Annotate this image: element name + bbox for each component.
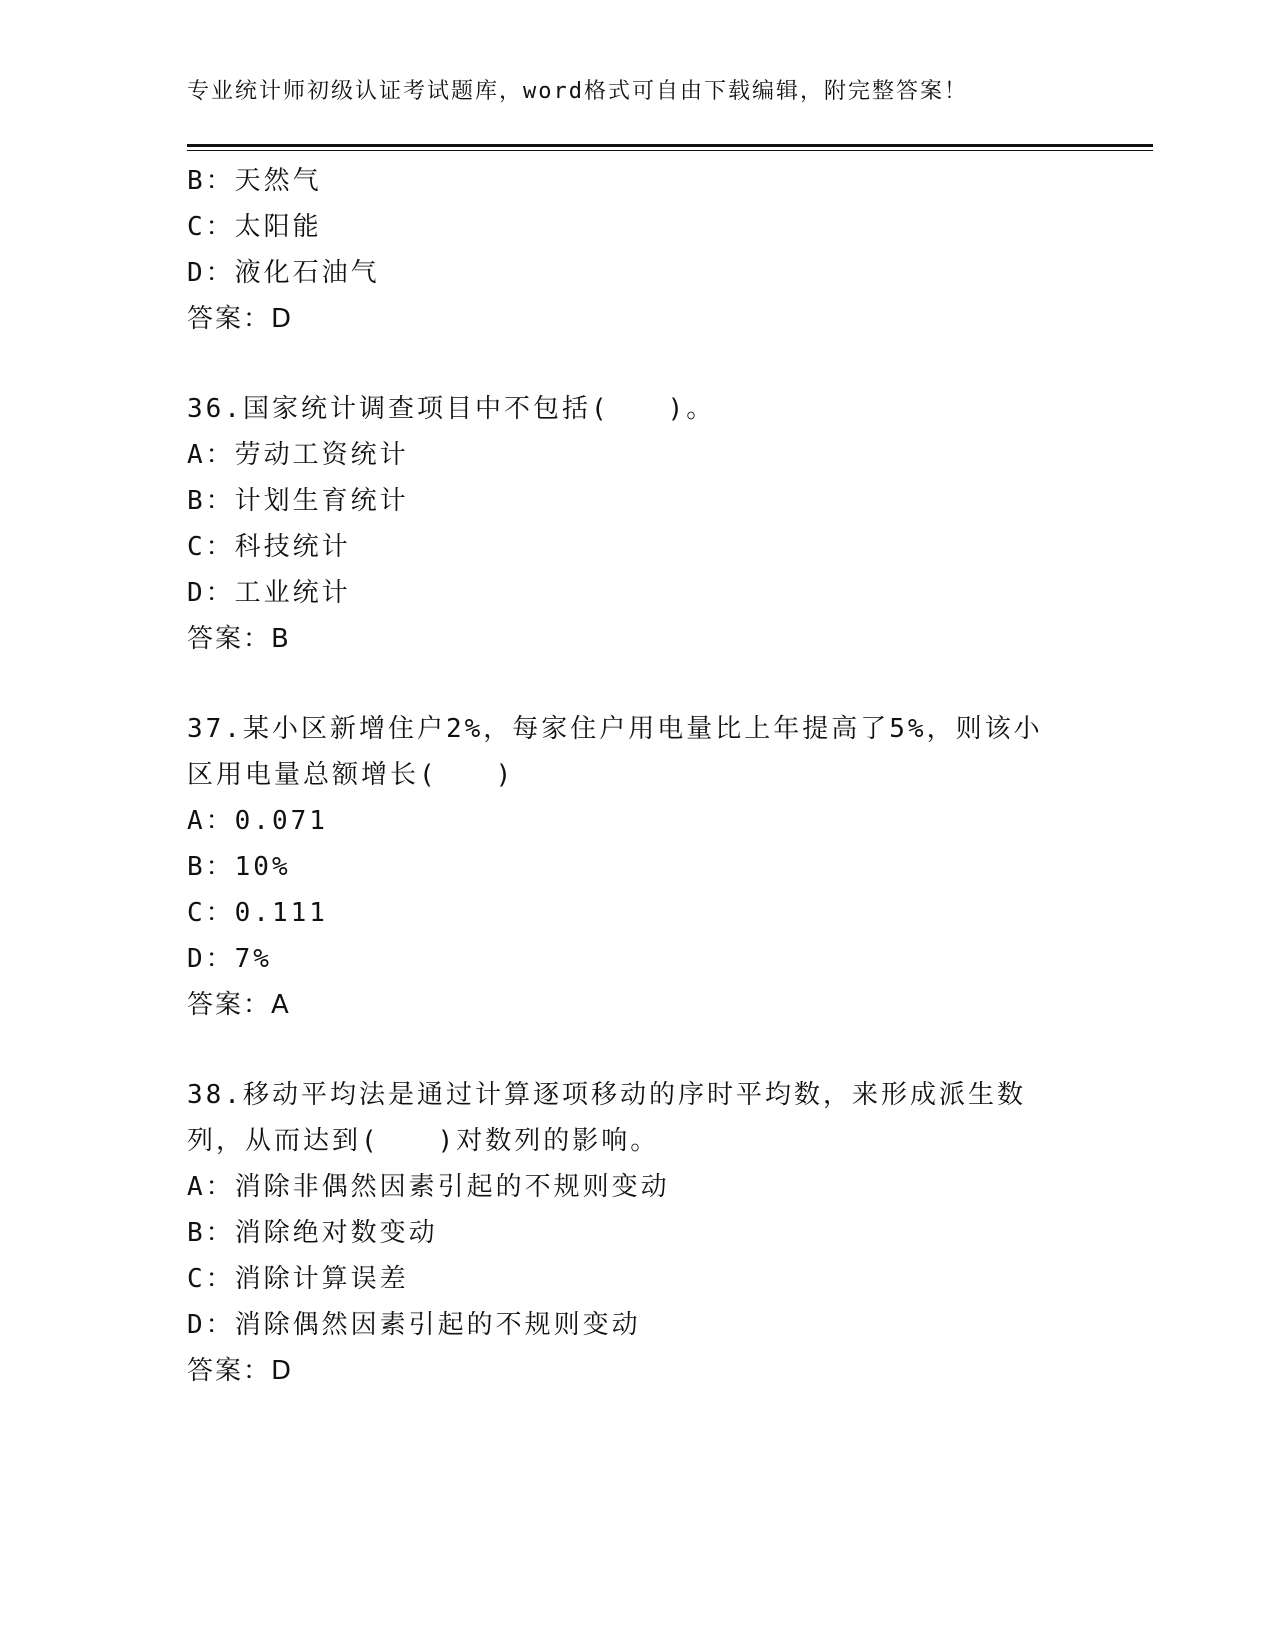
question-block-35 (187, 158, 1087, 342)
option-c: C：消除计算误差 (187, 1264, 409, 1294)
option-c: C：太阳能 (187, 212, 322, 242)
answer-line: 答案：D (187, 304, 294, 334)
option-b: B：天然气 (187, 166, 322, 196)
answer-line: 答案：B (187, 624, 291, 654)
option-d: D：消除偶然因素引起的不规则变动 (187, 1310, 641, 1340)
option-d: D：7% (187, 944, 272, 974)
option-a: A：0.071 (187, 806, 328, 836)
question-block-38 (187, 1072, 1087, 1394)
option-a: A：劳动工资统计 (187, 440, 409, 470)
header-rule-thick (187, 144, 1153, 147)
option-c: C：科技统计 (187, 532, 351, 562)
option-d: D：工业统计 (187, 578, 351, 608)
answer-line: 答案：A (187, 990, 291, 1020)
option-b: B：计划生育统计 (187, 486, 409, 516)
question-stem: 36.国家统计调查项目中不包括( )。 (187, 394, 716, 424)
option-d: D：液化石油气 (187, 258, 380, 288)
page-header: 专业统计师初级认证考试题库，word格式可自由下载编辑，附完整答案！ (187, 79, 968, 104)
question-list (187, 158, 1087, 1394)
question-stem: 38.移动平均法是通过计算逐项移动的序时平均数，来形成派生数列，从而达到( )对数列的影响。 (187, 1080, 1026, 1156)
option-b: B：10% (187, 852, 291, 882)
option-c: C：0.111 (187, 898, 328, 928)
header-rule-thin (187, 150, 1153, 151)
question-block-36 (187, 386, 1087, 662)
answer-line: 答案：D (187, 1356, 294, 1386)
question-stem: 37.某小区新增住户2%，每家住户用电量比上年提高了5%，则该小区用电量总额增长( ) (187, 714, 1043, 790)
option-a: A：消除非偶然因素引起的不规则变动 (187, 1172, 670, 1202)
question-block-37 (187, 706, 1087, 1028)
option-b: B：消除绝对数变动 (187, 1218, 438, 1248)
